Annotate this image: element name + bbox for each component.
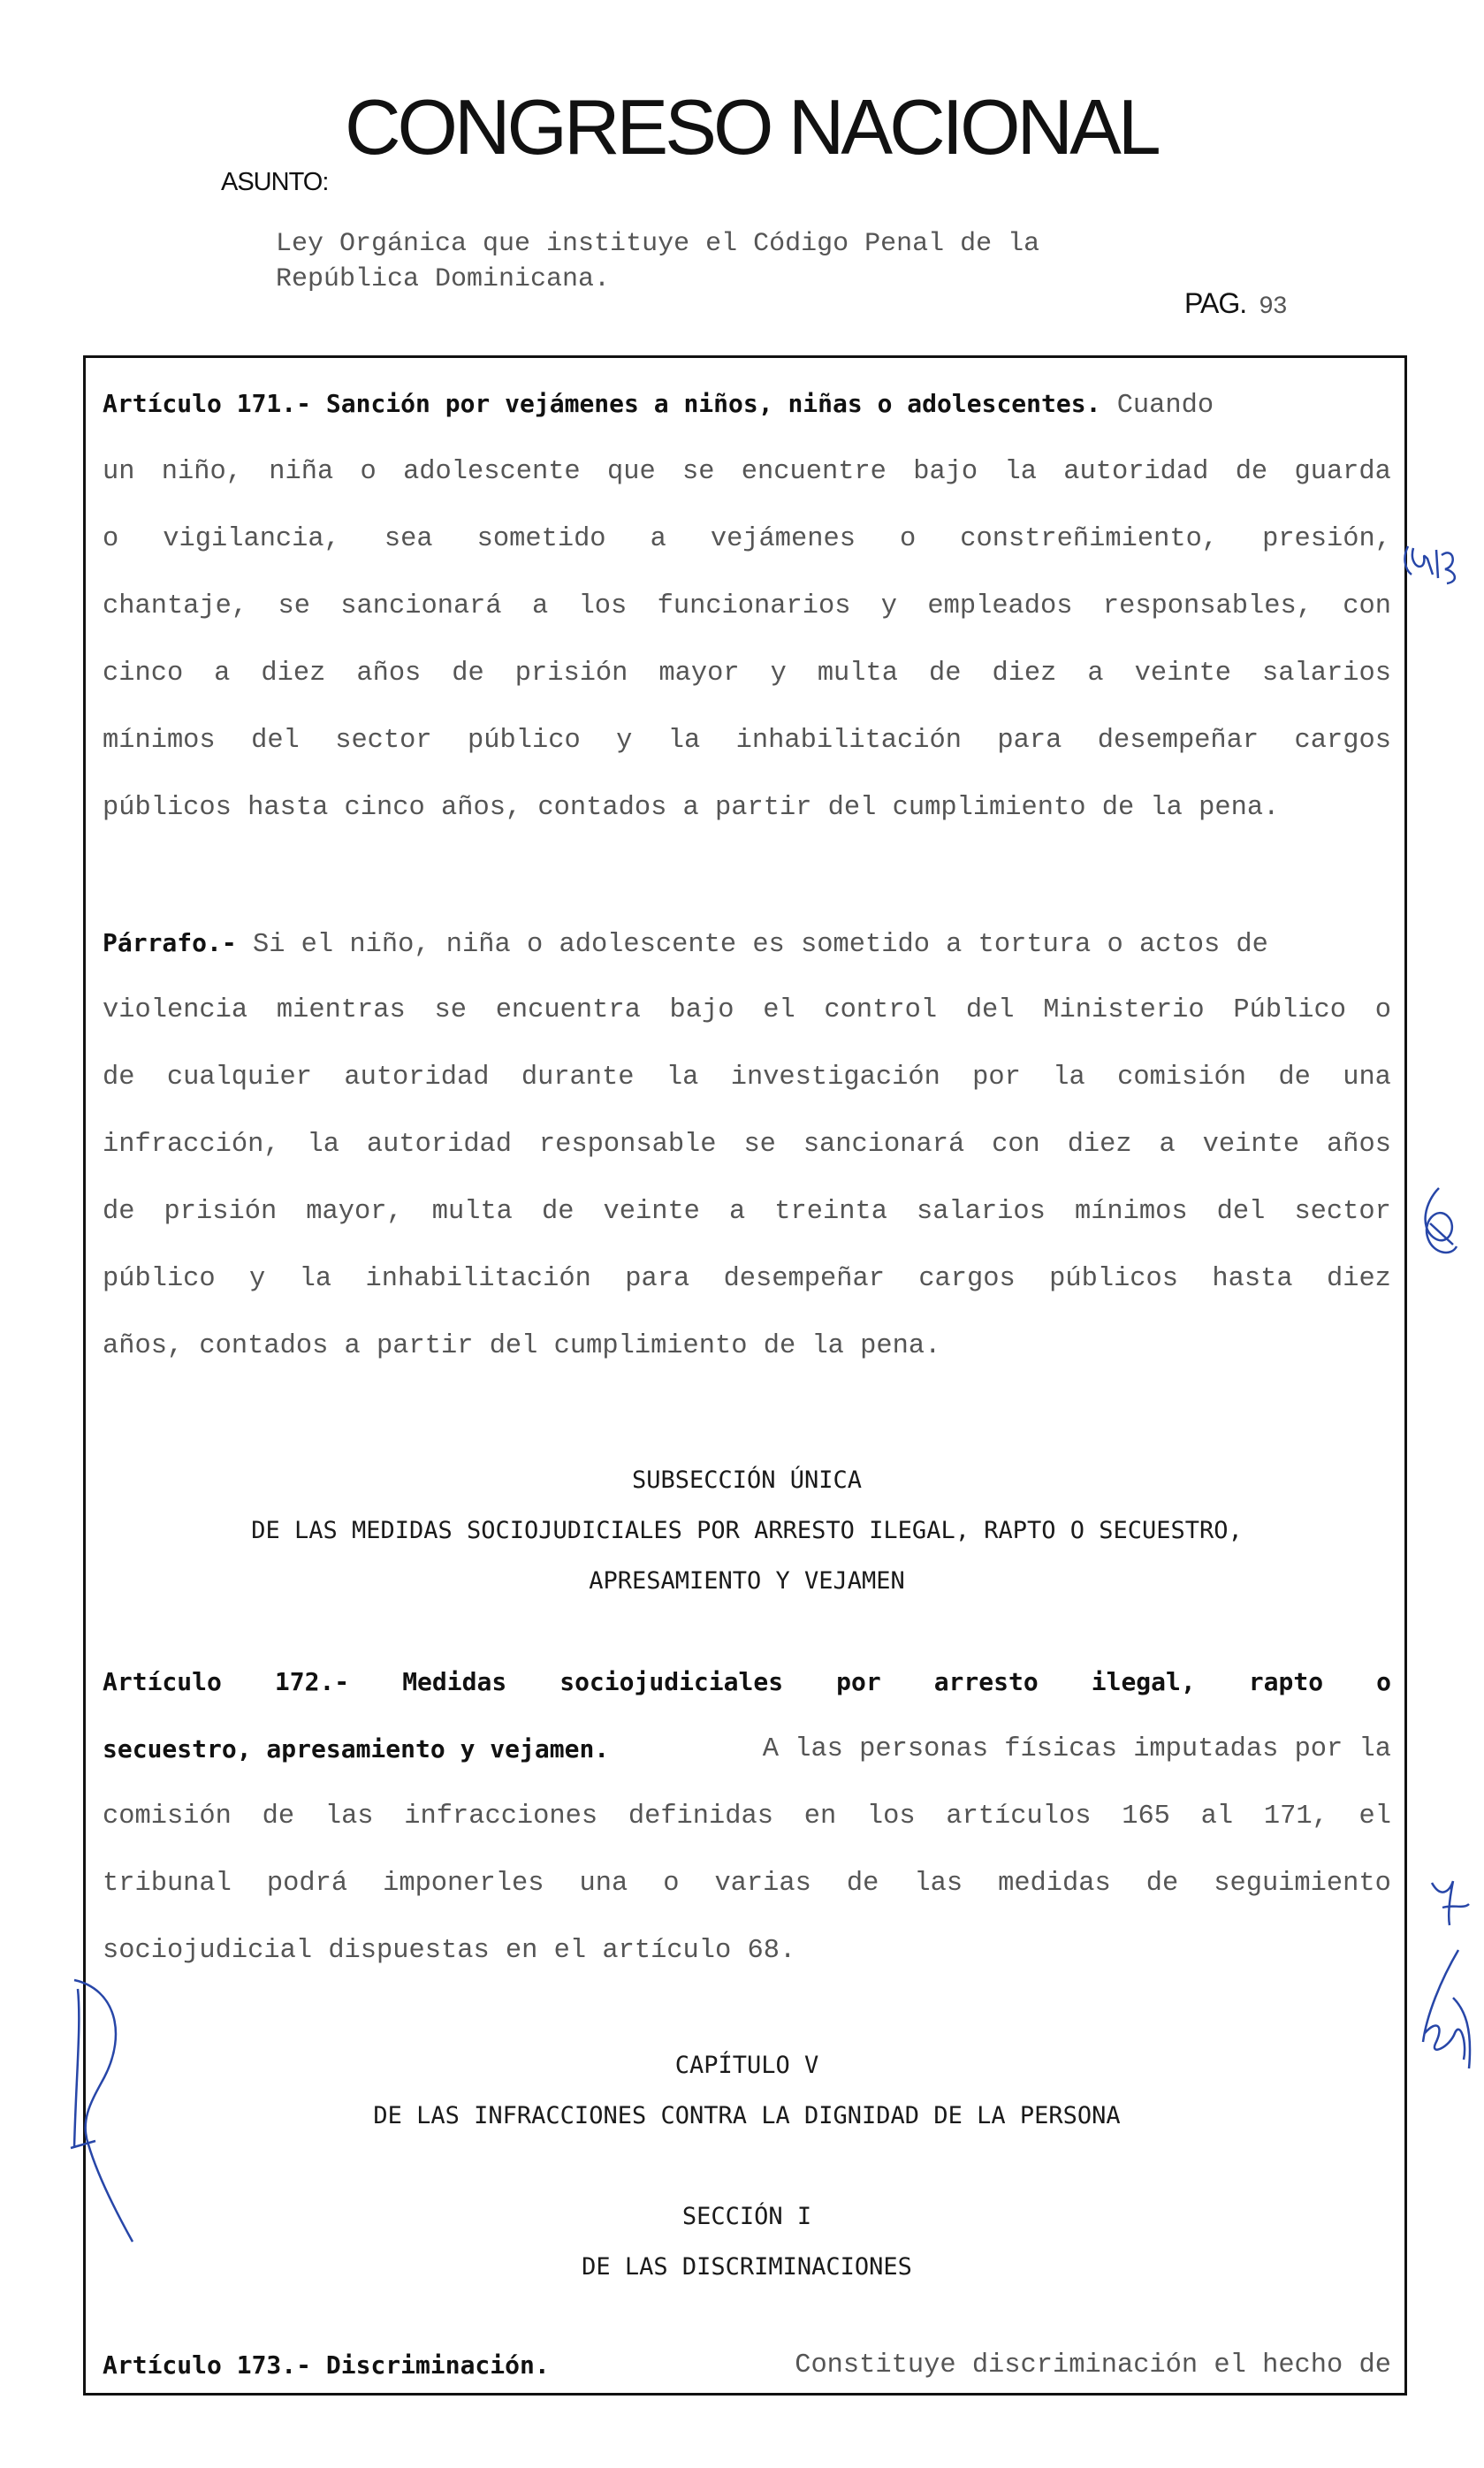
article-172-heading-cont: secuestro, apresamiento y vejamen.: [103, 1734, 610, 1763]
handwritten-signature-mark: [1414, 1945, 1481, 2077]
text-line: años, contados a partir del cumplimiento de la pena.: [103, 1331, 941, 1361]
page-number: 93: [1259, 293, 1287, 321]
text-line: comisión de las infracciones definidas en los artículos 165 al 171, el: [103, 1801, 1391, 1832]
handwritten-signature-mark: [62, 1971, 159, 2245]
text-line: de prisión mayor, multa de veinte a treinta salarios mínimos del sector: [103, 1197, 1391, 1227]
text-line: Constituye discriminación el hecho de: [795, 2350, 1391, 2380]
article-171-heading-line: [103, 386, 1391, 422]
section-heading: DE LAS MEDIDAS SOCIOJUDICIALES POR ARRESTO ILEGAL, RAPTO O SECUESTRO,: [251, 1517, 1243, 1544]
text-line: públicos hasta cinco años, contados a partir del cumplimiento de la pena.: [103, 793, 1280, 823]
section-heading: SUBSECCIÓN ÚNICA: [631, 1466, 863, 1494]
text-line: violencia mientras se encuentra bajo el control del Ministerio Público o: [103, 995, 1391, 1025]
handwritten-initials-mark: [1423, 1872, 1476, 1943]
article-171-heading: Artículo 171.- Sanción por vejámenes a niños, niñas o adolescentes.: [103, 389, 1101, 418]
paragraph-label: Párrafo.-: [103, 928, 237, 957]
article-173-heading: Artículo 173.- Discriminación.: [103, 2350, 550, 2380]
text-line: un niño, niña o adolescente que se encuentre bajo la autoridad de guarda: [103, 457, 1391, 487]
subject-line-2: República Dominicana.: [276, 264, 611, 294]
section-heading: SECCIÓN I: [681, 2203, 812, 2230]
page-label: PAG.: [1184, 287, 1247, 319]
section-heading: DE LAS DISCRIMINACIONES: [582, 2253, 912, 2281]
text-line: sociojudicial dispuestas en el artículo 68.: [103, 1936, 796, 1966]
chapter-heading: DE LAS INFRACCIONES CONTRA LA DIGNIDAD DE LA PERSONA: [373, 2102, 1121, 2129]
section-heading: APRESAMIENTO Y VEJAMEN: [589, 1567, 905, 1595]
chapter-heading: CAPÍTULO V: [674, 2052, 819, 2079]
text-line: infracción, la autoridad responsable se sancionará con diez a veinte años: [103, 1130, 1391, 1160]
text-line: A las personas físicas imputadas por la: [762, 1734, 1391, 1764]
page-header-title: CONGRESO NACIONAL: [345, 83, 1158, 171]
article-172-heading: Artículo 172.- Medidas sociojudiciales por arresto ilegal, rapto o: [103, 1667, 1391, 1696]
handwritten-signature-mark: [1412, 1184, 1465, 1273]
text-line: cinco a diez años de prisión mayor y multa de diez a veinte salarios: [103, 659, 1391, 689]
subject-line-1: Ley Orgánica que instituye el Código Penal de la: [276, 229, 1040, 259]
text-line: público y la inhabilitación para desempeñar cargos públicos hasta diez: [103, 1264, 1391, 1294]
page-indicator: [1184, 287, 1287, 321]
text-line: tribunal podrá imponerles una o varias de las medidas de seguimiento: [103, 1869, 1391, 1899]
paragraph-heading-line: [103, 926, 1391, 961]
asunto-label: ASUNTO:: [221, 168, 329, 196]
text-line: o vigilancia, sea sometido a vejámenes o constreñimiento, presión,: [103, 524, 1391, 554]
text-line: Si el niño, niña o adolescente es sometido a tortura o actos de: [236, 930, 1268, 960]
article-172-heading-line: [103, 1732, 1391, 1767]
text-line: de cualquier autoridad durante la investigación por la comisión de una: [103, 1063, 1391, 1093]
handwritten-initials-mark: [1401, 539, 1472, 592]
article-173-heading-line: [103, 2348, 1391, 2383]
text-line: mínimos del sector público y la inhabilitación para desempeñar cargos: [103, 726, 1391, 756]
text-line: chantaje, se sancionará a los funcionarios y empleados responsables, con: [103, 591, 1391, 621]
text-line: Cuando: [1100, 391, 1214, 421]
document-subject: [276, 226, 1248, 297]
